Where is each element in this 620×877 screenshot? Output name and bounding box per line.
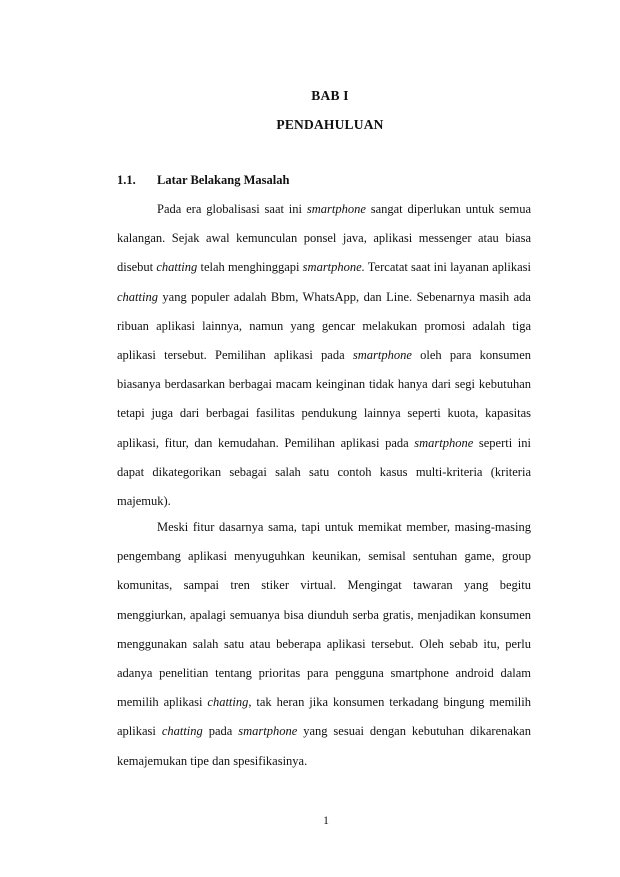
- italic-term: smartphone: [306, 202, 366, 216]
- paragraph-text: [117, 195, 531, 516]
- italic-term: chatting: [156, 260, 198, 275]
- text-run: Meski fitur dasarnya sama, tapi untuk memikat member, masing-masing pengembang aplikasi menyuguhkan keunikan, semisal sentuhan game, group komunitas, sampai tren stiker virtual. Mengingat tawaran yang begitu menggiurkan, apalagi semuanya bisa diunduh serba gratis, menjadikan konsumen menggunakan salah satu atau beberapa aplikasi tersebut. Oleh sebab itu, perlu adanya penelitian tentang prioritas para pengguna smartphone android dalam memilih aplikasi: [117, 520, 531, 710]
- italic-term: smartphone: [414, 435, 474, 450]
- section-title: Latar Belakang Masalah: [157, 173, 290, 187]
- section-number: 1.1.: [117, 173, 136, 187]
- text-run: yang sesuai dengan kebutuhan dikarenakan kemajemukan tipe dan spesifikasinya.: [117, 724, 531, 768]
- text-run: yang populer adalah Bbm, WhatsApp, dan Line. Sebenarnya masih ada ribuan aplikasi lainnya, namun yang gencar melakukan promosi adalah tiga aplikasi tersebut. Pemilihan aplikasi pada: [117, 289, 531, 363]
- page-number: 1: [323, 815, 329, 827]
- text-run: sangat diperlukan untuk semua kalangan. Sejak awal kemunculan ponsel java, aplikasi messenger atau biasa disebut: [117, 202, 532, 275]
- text-run: seperti ini dapat dikategorikan sebagai salah satu contoh kasus multi-kriteria (kriteria majemuk).: [117, 435, 531, 509]
- text-run: oleh para konsumen biasanya berdasarkan berbagai macam keinginan tidak hanya dari segi kebutuhan tetapi juga dari berbagai fasilitas pendukung lainnya seperti kuota, kapasitas aplikasi, fitur, dan kemudahan. Pemilihan aplikasi pada: [117, 348, 531, 450]
- section-heading: [117, 173, 289, 188]
- paragraph-text: [117, 513, 531, 776]
- italic-term: smartphone: [238, 724, 298, 739]
- text-run: pada: [202, 724, 239, 739]
- text-run: Tercatat saat ini layanan aplikasi: [364, 260, 532, 275]
- chapter-title: PENDAHULUAN: [276, 117, 384, 132]
- italic-term: chatting: [207, 695, 249, 710]
- text-run: Pada era globalisasi saat ini: [157, 202, 307, 216]
- paragraph-1: [117, 195, 531, 516]
- paragraph-2: [117, 513, 531, 776]
- text-run: , tak heran jika konsumen terkadang bingung memilih aplikasi: [117, 695, 531, 739]
- italic-term: chatting: [161, 724, 203, 739]
- italic-term: smartphone: [352, 348, 412, 363]
- text-run: telah menghinggapi: [197, 260, 303, 275]
- italic-term: chatting: [117, 289, 158, 304]
- chapter-heading: BAB I: [311, 88, 349, 103]
- italic-term: smartphone.: [302, 260, 365, 275]
